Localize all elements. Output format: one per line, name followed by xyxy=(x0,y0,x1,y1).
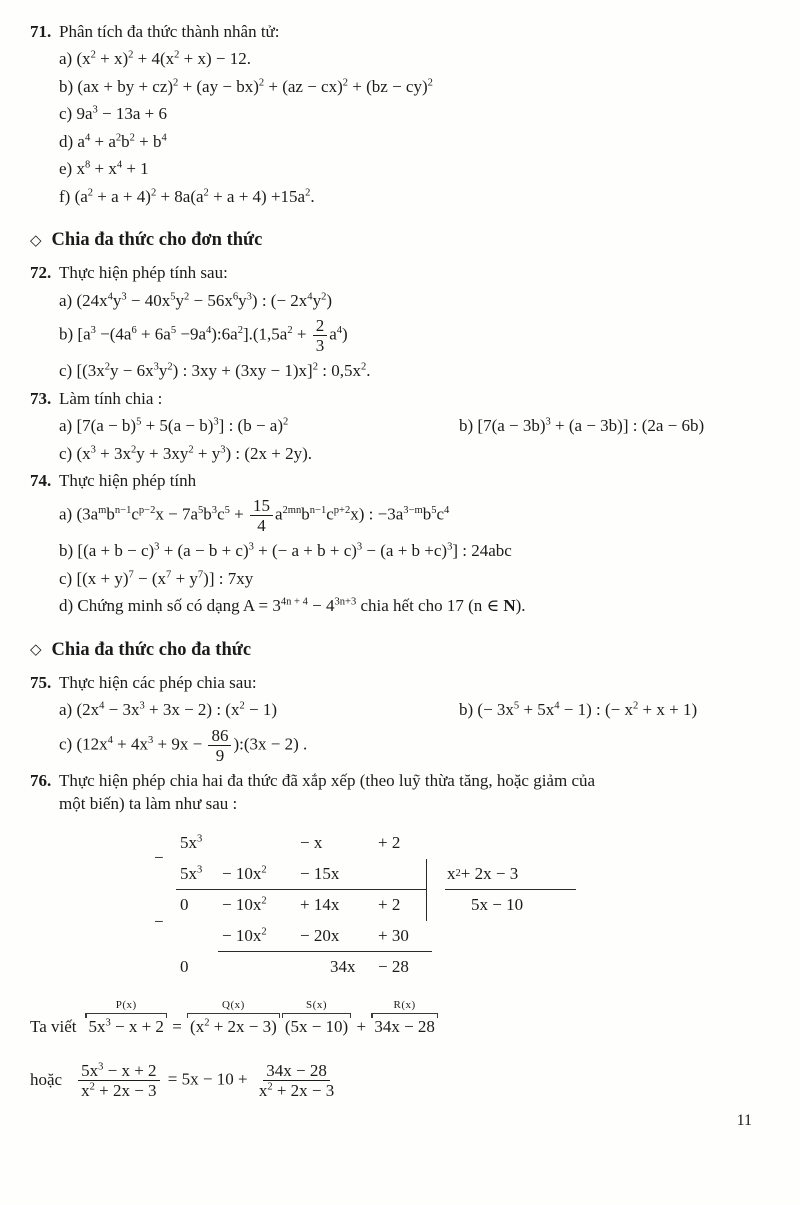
problem-title: Phân tích đa thức thành nhân tử: xyxy=(59,22,280,41)
hoac-equation xyxy=(30,1061,758,1100)
section-heading-da-thuc xyxy=(30,640,758,661)
diamond-icon: ◇ xyxy=(30,640,42,659)
overbrace-R xyxy=(371,998,438,1039)
problem-title: Thực hiện phép tính xyxy=(59,470,197,490)
hoac-label: hoặc xyxy=(30,1070,63,1090)
division-divisor: x 2 + 2x − 3 xyxy=(445,859,576,890)
page-number: 11 xyxy=(736,1112,752,1129)
problem-75 xyxy=(30,671,758,765)
division-term: − x xyxy=(300,833,323,853)
problem-71-part-a: a) $(x^2 + x)^2 + 4(x^2 + x) - 12$. xyxy=(59,49,252,69)
problem-title: Làm tính chia : xyxy=(59,388,163,408)
problem-75-part-b: b) (− $3x^5 + 5x^4 - 1$) : (− $x^2 + x + 1$) xyxy=(459,700,698,720)
problem-73-part-b: b) $[7(a - 3b)^3 + (a - 3b)]$ : (2a − 6b) xyxy=(459,416,705,436)
problem-72-part-c: c) [$(3x^2y - 6x^3y^2)$ : 3xy + (3xy − 1)x]$^2$ : $0,5x^2$. xyxy=(59,361,371,381)
division-term: − 15x xyxy=(300,863,340,883)
division-term: 0 xyxy=(180,957,189,977)
problem-72-head xyxy=(30,261,758,284)
division-row xyxy=(176,859,426,890)
division-term: − $10x^2$ xyxy=(222,895,267,915)
problem-title-line2: một biến) ta làm như sau : xyxy=(59,794,238,814)
division-term: − $10x^2$ xyxy=(222,926,267,946)
problem-73-row-ab xyxy=(30,414,758,437)
division-term: 0 xyxy=(180,895,189,915)
division-row xyxy=(176,921,426,952)
problem-number: 73. xyxy=(30,388,52,408)
division-term: − $10x^2$ xyxy=(222,863,267,883)
division-term: 34x xyxy=(330,957,356,977)
problem-74-head xyxy=(30,469,758,492)
problem-73-part-a: a) $[7(a - b)^5 + 5(a - b)^3]$ : $(b - a)^2$ xyxy=(59,416,289,436)
division-term: − 28 xyxy=(378,957,409,977)
division-term: − 20x xyxy=(300,926,340,946)
problem-74-part-d: d) Chứng minh số có dạng $A = 3^{4n + 4} - 4^{3n+3}$ chia hết cho 17 (n ∈ N). xyxy=(59,596,526,616)
division-term: $5x^3$ xyxy=(180,833,203,853)
problem-74 xyxy=(30,469,758,618)
problem-75-part-a: a) $(2x^4 - 3x^3 + 3x - 2)$ : $(x^2 - 1)$ xyxy=(59,700,277,720)
problem-title: Thực hiện phép tính sau: xyxy=(59,263,228,283)
division-row xyxy=(176,828,426,859)
division-divisor-column xyxy=(426,859,576,921)
problem-73-head xyxy=(30,387,758,410)
problem-number: 75. xyxy=(30,672,52,692)
problem-72-part-b: b) [$a^3 -(4a^6 + 6a^5$ $-9a^4):6a^2].(1,5a^2$ + $\frac{2}{3}$ $a^4$) xyxy=(59,316,348,356)
section-heading-don-thuc xyxy=(30,230,758,251)
overbrace-S xyxy=(282,998,351,1039)
problem-75-part-c: c) ($12x^4 + 4x^3 + 9x$ − $\frac{86}{9}$ ):(3x − 2) . xyxy=(59,725,308,765)
overbrace-label-S: S(x) xyxy=(306,998,327,1011)
problem-73 xyxy=(30,387,758,465)
problem-number: 74. xyxy=(30,470,52,490)
problem-73-part-c: c) $(x^3 + 3x^2y + 3xy^2 + y^3)$ : (2x + 2y). xyxy=(59,443,313,463)
problem-number: 72. xyxy=(30,263,52,283)
problem-74-part-b: b) [$(a + b - c)^3 + (a - b + c)^3$ + (− $a + b + c)^3 - (a + b +c)^3$] : 24abc xyxy=(59,541,512,561)
division-term: $5x^3$ xyxy=(180,863,203,883)
problem-71-part-c: c) $9a^3 - 13a + 6$ xyxy=(59,104,168,124)
overbrace-content: (5x − 10) xyxy=(282,1013,351,1039)
division-term: + 14x xyxy=(300,895,340,915)
problem-71-part-b: b) (ax + by + cz)$^2$ + (ay − bx)$^2$ + (az − cx)$^2$ + (bz − cy)$^2$ xyxy=(59,76,433,96)
problem-72-part-a: a) $(24x^4y^3 - 40x^5y^2 - 56x^6y^3)$ : (− $2x^4y^2$) xyxy=(59,290,332,310)
overbrace-content: $5x^3 - x + 2$ xyxy=(85,1013,166,1039)
division-term: + 30 xyxy=(378,926,409,946)
problem-75-row-ab xyxy=(30,698,758,721)
division-term: + 2 xyxy=(378,895,401,915)
problem-71-head xyxy=(30,20,758,43)
section-title: Chia đa thức cho đơn thức xyxy=(51,230,263,251)
hoac-expression: $\frac{5x^3 - x + 2}{x^2 + 2x - 3}$ = 5x − 10 + $\frac{34x - 28}{x^2 + 2x - 3}$ xyxy=(74,1061,341,1100)
problem-title-line1: Thực hiện phép chia hai đa thức đã xắp xếp (theo luỹ thừa tăng, hoặc giảm của xyxy=(59,770,596,790)
problem-title: Thực hiện các phép chia sau: xyxy=(59,672,257,692)
overbrace-Q xyxy=(187,998,280,1039)
overbrace-content: $(x^2 + 2x - 3)$ xyxy=(187,1013,280,1039)
problem-71-part-e: e) $x^8 + x^4 + 1$ xyxy=(59,159,149,179)
subtraction-minus-sign: − xyxy=(154,911,164,931)
problem-number: 76. xyxy=(30,770,52,790)
equals-sign: = xyxy=(172,1016,182,1036)
overbrace-label-P: P(x) xyxy=(115,998,137,1011)
problem-76-head xyxy=(30,769,758,816)
overbrace-P xyxy=(85,998,166,1039)
subtraction-minus-sign: − xyxy=(154,847,164,867)
division-row xyxy=(176,952,426,983)
overbrace-content: 34x − 28 xyxy=(371,1013,438,1039)
ta-viet-label: Ta viết xyxy=(30,1016,77,1036)
problem-number: 71. xyxy=(30,22,52,41)
problem-71-part-d: d) $a^4 + a^2b^2 + b^4$ xyxy=(59,131,167,151)
section-title: Chia đa thức cho đa thức xyxy=(51,639,252,660)
long-division-example xyxy=(154,828,758,983)
problem-71 xyxy=(30,20,758,208)
problem-76 xyxy=(30,769,758,816)
plus-sign: + xyxy=(356,1016,367,1036)
division-quotient: 5x − 10 xyxy=(471,895,524,915)
problem-75-head xyxy=(30,671,758,694)
overbrace-label-Q: Q(x) xyxy=(222,998,245,1011)
problem-74-part-c: c) $[(x + y)^7 - (x^7 + y^7)]$ : 7xy xyxy=(59,568,254,588)
division-term: + 2 xyxy=(378,833,401,853)
division-row xyxy=(176,890,426,921)
diamond-icon: ◇ xyxy=(30,230,42,249)
overbrace-label-R: R(x) xyxy=(393,998,416,1011)
ta-viet-equation xyxy=(30,998,758,1039)
problem-72 xyxy=(30,261,758,382)
problem-74-part-a: a) ($3a^mb^{n-1}c^{p-2}x - 7a^5b^3c^5$ + $\frac{15}{4}$ $a^{2mn}b^{n-1}c^{p+2}x$) : $-3a^{3-m}b^5c^4$ xyxy=(59,496,450,536)
division-work-column xyxy=(154,828,426,983)
problem-71-part-f: f) $(a^2 + a + 4)^2 + 8a(a^2 + a + 4) +15a^2$. xyxy=(59,186,315,206)
